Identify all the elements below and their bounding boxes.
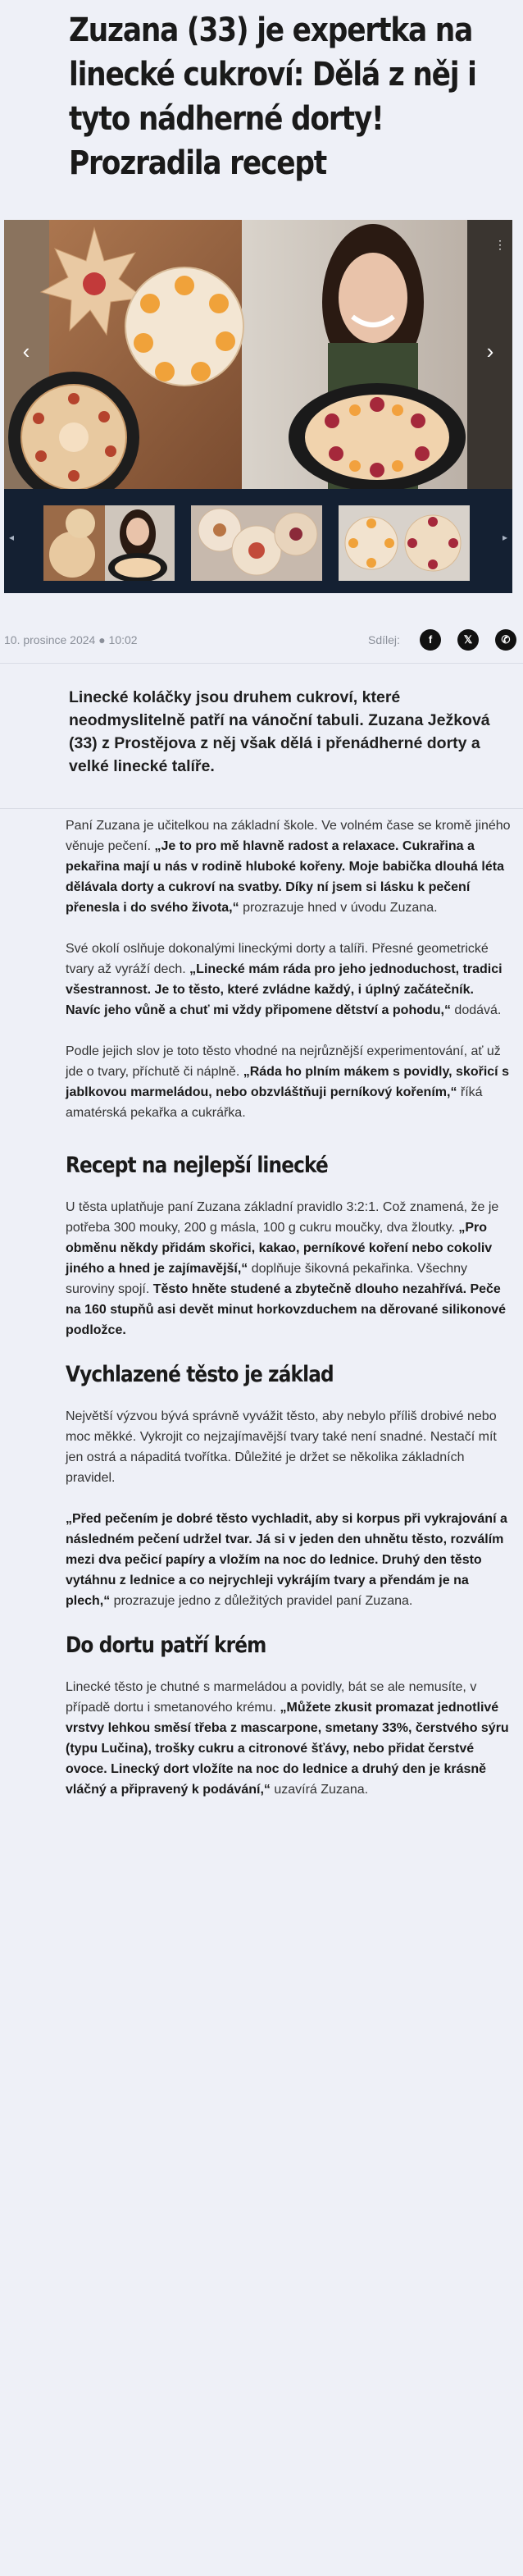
p2-quote: „Linecké mám ráda pro jeho jednoduchost, tradici všestrannost. Je to těsto, které zvládne každý, i úplný začátečník. Navíc jeho vůně a chuť mi vždy připomene dětství a pohodu,“ [66,962,503,1017]
gallery-thumbnail-1[interactable] [43,505,175,581]
publish-date: 10. prosince 2024 ● 10:02 [4,633,138,646]
photo-gallery[interactable] [4,220,512,593]
share-label: Sdílej: [368,633,400,646]
meta-divider [0,663,523,664]
facebook-share-icon[interactable]: f [420,629,441,651]
paragraph-4 [66,1197,512,1341]
article-body [66,812,512,1800]
title-wrap [0,0,523,220]
p2-text: Své okolí oslňuje dokonalými lineckými dorty a talíři. Přesné geometrické tvary až vyráží dech. [66,942,489,976]
p7-tail: uzavírá Zuzana. [270,1783,369,1797]
heading-cream: Do dortu patří krém [66,1633,266,1658]
thumbnail-3-image [339,505,470,581]
gallery-main-photo[interactable] [4,220,512,489]
article-meta [4,628,516,652]
gallery-prev-arrow-icon[interactable]: ‹ [22,339,30,363]
heading-recipe: Recept na nejlepší linecké [66,1153,328,1178]
thumbnail-1-image [43,505,175,581]
p3-tail: říká amatérská pekařka a cukrářka. [66,1085,483,1120]
x-share-icon[interactable]: 𝕏 [457,629,479,651]
article-perex: Linecké koláčky jsou druhem cukroví, které neodmyslitelně patří na vánoční tabuli. Zuzana Ježková (33) z Prostějova z něj však dělá i přenádherné dorty a velké linecké talíře. [69,688,490,775]
p3-text: Podle jejich slov je toto těsto vhodné na nejrůznější experimentování, ať už jde o tvary, příchutě či náplně. [66,1044,501,1079]
p2-tail: dodává. [450,1003,502,1017]
p1-tail: prozrazuje hned v úvodu Zuzana. [239,901,438,915]
paragraph-3 [66,1041,512,1123]
p1-quote: „Je to pro mě hlavně radost a relaxace. Cukrařina a pekařina mají u nás v rodině hluboké kořeny. Moje babička dlouhá léta dělávala dorty a cukroví na svatby. Díky ní jsem si lásku k pečení přenesla i do svého života,“ [66,839,504,915]
thumbs-next-arrow-icon[interactable]: ▸ [502,532,507,543]
whatsapp-share-icon[interactable]: ✆ [495,629,516,651]
p6-quote: „Před pečením je dobré těsto vychladit, aby si korpus při vykrajování a následném pečení udržel tvar. Já si v jeden den uhnětu těsto, rozválím mezi dva pečicí papíry a vložím na noc do lednice. Druhý den těsto vytáhnu z lednice a co nejrychleji vykrájím tvary a přendám je na plech,“ [66,1512,507,1608]
paragraph-6 [66,1509,512,1611]
thumbs-prev-arrow-icon[interactable]: ◂ [9,532,15,543]
p3-quote: „Ráda ho plním mákem s povidly, skořicí s jablkovou marmeládou, nebo obzvláštňuji perníkový kořením,“ [66,1065,509,1099]
gallery-next-arrow-icon[interactable]: › [486,339,494,363]
gallery-thumbnail-2[interactable] [191,505,322,581]
article-title: Zuzana (33) je expertka na linecké cukroví: Dělá z něj i tyto nádherné dorty! Prozradila recept [69,11,476,182]
p7-text: Linecké těsto je chutné s marmeládou a povidly, bát se ale nemusíte, v případě dortu i smetanového krému. [66,1680,477,1715]
p4-bold: Těsto hněte studené a zbytečně dlouho nezahřívá. Peče na 160 stupňů asi devět minut horkovzduchem na děrované silikonové podložce. [66,1282,507,1337]
p4-quote: „Pro obměnu někdy přidám skořici, kakao, perníkové koření nebo cokoliv jiného a hned je zajímavější,“ [66,1221,493,1276]
p6-tail: prozrazuje jedno z důležitých pravidel paní Zuzana. [110,1594,413,1608]
paragraph-5: Největší výzvou bývá správně vyvážit těsto, aby nebylo příliš drobivé nebo moc měkké. Vykrojit co nejzajímavější tvary také není snadné. Nestačí mít jen ostrá a nápaditá tvořítka. Důležité je držet se několika základních pravidel. [66,1409,497,1485]
perex-divider [0,808,523,809]
gallery-menu-icon[interactable]: ⋮ [494,238,506,251]
p4-text: U těsta uplatňuje paní Zuzana základní pravidlo 3:2:1. Což znamená, že je potřeba 300 mouky, 200 g másla, 100 g cukru moučky, dva žloutky. [66,1200,499,1235]
paragraph-2 [66,939,512,1021]
p7-quote: „Můžete zkusit promazat jednotlivé vrstvy lehkou směsí třeba z mascarpone, smetany 33%, čerstvého sýru (typu Lučina), trošky cukru a citronové šťávy, nebo přidat čerstvé ovoce. Linecký dort vložíte na noc do lednice a druhý den je krásně vláčný a připravený k podávání,“ [66,1701,509,1797]
heading-chilled-dough: Vychlazené těsto je základ [66,1362,334,1387]
thumbnail-2-image [191,505,322,581]
p1-text: Paní Zuzana je učitelkou na základní škole. Ve volném čase se kromě jiného věnuje pečení. [66,819,511,853]
gallery-thumbnail-3[interactable] [339,505,470,581]
main-photo-image [4,220,512,489]
paragraph-7 [66,1677,512,1800]
paragraph-1 [66,815,512,918]
gallery-thumbnails [4,489,512,593]
p4-mid: doplňuje šikovná pekařinka. Všechny suroviny spojí. [66,1262,468,1296]
